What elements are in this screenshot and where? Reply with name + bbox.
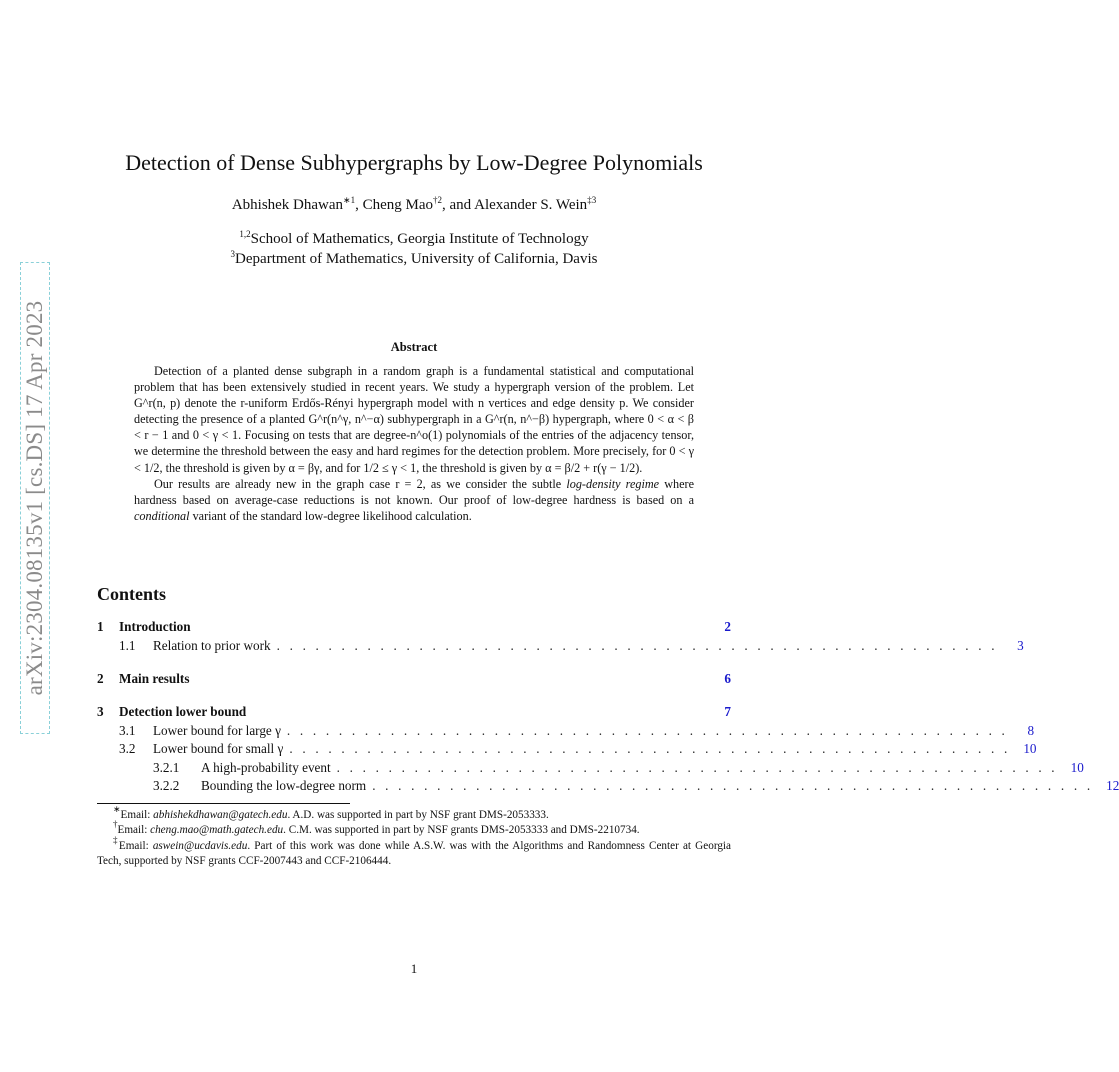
toc-entry[interactable] [97,619,731,637]
toc-leader: . . . . . . . . . . . . . . . . . . . . . . . . . . . . . . . . . . . . . . . . . . . . . . . . . . . . . . . . [276,638,998,653]
arxiv-identifier[interactable]: arXiv:2304.08135v1 [cs.DS] 17 Apr 2023 [22,300,47,696]
toc-number: 1.1 [119,638,136,653]
contents-heading: Contents [97,584,167,604]
paper-title: Detection of Dense Subhypergraphs by Low-Degree Polynomials [125,150,703,175]
abstract-paragraph [134,476,694,524]
toc-page-link[interactable]: 6 [724,671,731,686]
author-line [0,197,828,214]
toc-number: 3.1 [119,723,136,738]
footnote-email: aswein@ucdavis.edu [152,839,248,852]
footnote [97,834,732,870]
toc-leader: . . . . . . . . . . . . . . . . . . . . . . . . . . . . . . . . . . . . . . . . . . . . . . . . . . . . . . . . [286,723,1009,738]
affiliation-mark: 1,2 [239,229,251,239]
author-name: Abhishek Dhawan [231,197,344,213]
toc-entry[interactable] [97,671,731,689]
toc-page-link[interactable]: 8 [1027,723,1035,738]
toc-leader: . . . . . . . . . . . . . . . . . . . . . . . . . . . . . . . . . . . . . . . . . . . . . . . . . . . . . . . . [336,760,1058,775]
toc-title[interactable]: Bounding the low-degree norm [201,778,367,793]
footnote-text: . A.D. was supported in part by NSF grant DMS-2053333. [287,809,549,821]
toc-entry[interactable] [97,778,1119,796]
toc-page-link[interactable]: 7 [724,704,731,719]
toc-title[interactable]: A high-probability event [201,760,331,775]
page-number: 1 [410,961,418,976]
toc-page-link[interactable]: 2 [724,619,731,634]
abstract-emphasis: conditional [134,508,190,523]
abstract-text: where hardness based on average-case reductions is not known. Our proof of low-degree hardness is based on a [134,476,694,507]
footnote [97,819,731,838]
toc-leader: . . . . . . . . . . . . . . . . . . . . . . . . . . . . . . . . . . . . . . . . . . . . . . . . . . . . . . . . [372,778,1094,793]
toc-number: 3 [97,704,104,719]
affiliation-text: School of Mathematics, Georgia Institute of Technology [250,231,589,247]
toc-entry[interactable] [97,760,1084,778]
toc-title[interactable]: Main results [119,671,190,686]
abstract-heading: Abstract [390,340,438,354]
toc-entry[interactable] [97,723,1035,741]
toc-title[interactable]: Introduction [119,619,191,634]
footnote-label: Email: [118,839,153,852]
toc-page-link[interactable]: 10 [1070,760,1084,775]
footnote-email: abhishekdhawan@gatech.edu [153,809,288,821]
footnote [97,804,731,823]
toc-title[interactable]: Relation to prior work [153,638,271,653]
footnote-text: . Part of this work was done while A.S.W. was with the Algorithms and Randomness Center at Georgia Tech, supported by NSF grants CCF-2007443 and CCF-2106444. [97,839,732,867]
author-marks[interactable]: †2 [433,195,443,205]
toc-title[interactable]: Detection lower bound [119,704,247,719]
toc-number: 2 [97,671,104,686]
author-separator: , [355,197,363,213]
author-marks[interactable]: ‡3 [587,195,597,205]
footnote-mark: ‡ [113,834,119,845]
toc-number: 1 [97,619,104,634]
abstract-body [134,363,694,524]
abstract-text: variant of the standard low-degree likelihood calculation. [189,508,472,523]
footnote-rule [97,803,350,804]
affiliation [0,251,828,268]
footnote-email: cheng.mao@math.gatech.edu [150,824,284,837]
toc-entry[interactable] [97,704,731,722]
affiliation-text: Department of Mathematics, University of California, Davis [235,251,598,267]
toc-entry[interactable] [97,741,1037,759]
footnote-label: Email: [117,824,151,837]
toc-leader: . . . . . . . . . . . . . . . . . . . . . . . . . . . . . . . . . . . . . . . . . . . . . . . . . . . . . . . . [289,741,1011,756]
author-name: Alexander S. Wein [474,197,588,213]
toc-page-link[interactable]: 3 [1017,638,1024,653]
abstract-emphasis: log-density regime [566,476,660,491]
footnotes [97,804,732,869]
footnote-mark: † [113,819,118,830]
toc-page-link[interactable]: 10 [1023,741,1037,756]
toc-number: 3.2.2 [153,778,180,793]
toc-entry[interactable] [97,638,1024,656]
toc-title[interactable]: Lower bound for small γ [153,741,284,756]
footnote-label: Email: [120,809,154,821]
footnote-mark: ∗ [113,804,121,814]
toc-page-link[interactable]: 12 [1106,778,1119,793]
abstract-text: Our results are already new in the graph case r = 2, as we consider the subtle [154,476,567,491]
author-marks[interactable]: ∗1 [343,195,356,205]
footnote-text: . C.M. was supported in part by NSF grants DMS-2053333 and DMS-2210734. [283,824,640,837]
toc-number: 3.2 [119,741,136,756]
abstract-paragraph: Detection of a planted dense subgraph in a random graph is a fundamental statistical and computational problem that has been extensively studied in recent years. We study a hypergraph version of the problem. Let G^r(n, p) denote the r-uniform Erdős-Rényi hypergraph model with n vertices and edge density p. We consider detecting the presence of a planted G^r(n^γ, n^−α) subhypergraph in a G^r(n, n^−β) hypergraph, where 0 < α < β < r − 1 and 0 < γ < 1. Focusing on tests that are degree-n^o(1) polynomials of the entries of the adjacency tensor, we determine the threshold between the easy and hard regimes for the detection problem. More precisely, for 0 < γ < 1/2, the threshold is given by α = βγ, and for 1/2 ≤ γ < 1, the threshold is given by α = β/2 + r(γ − 1/2). [134,364,694,475]
affiliation-mark: 3 [230,249,236,259]
author-separator: , and [442,197,475,213]
affiliation [0,231,828,248]
toc-title[interactable]: Lower bound for large γ [153,723,281,738]
toc-number: 3.2.1 [153,760,180,775]
author-name: Cheng Mao [362,197,434,213]
